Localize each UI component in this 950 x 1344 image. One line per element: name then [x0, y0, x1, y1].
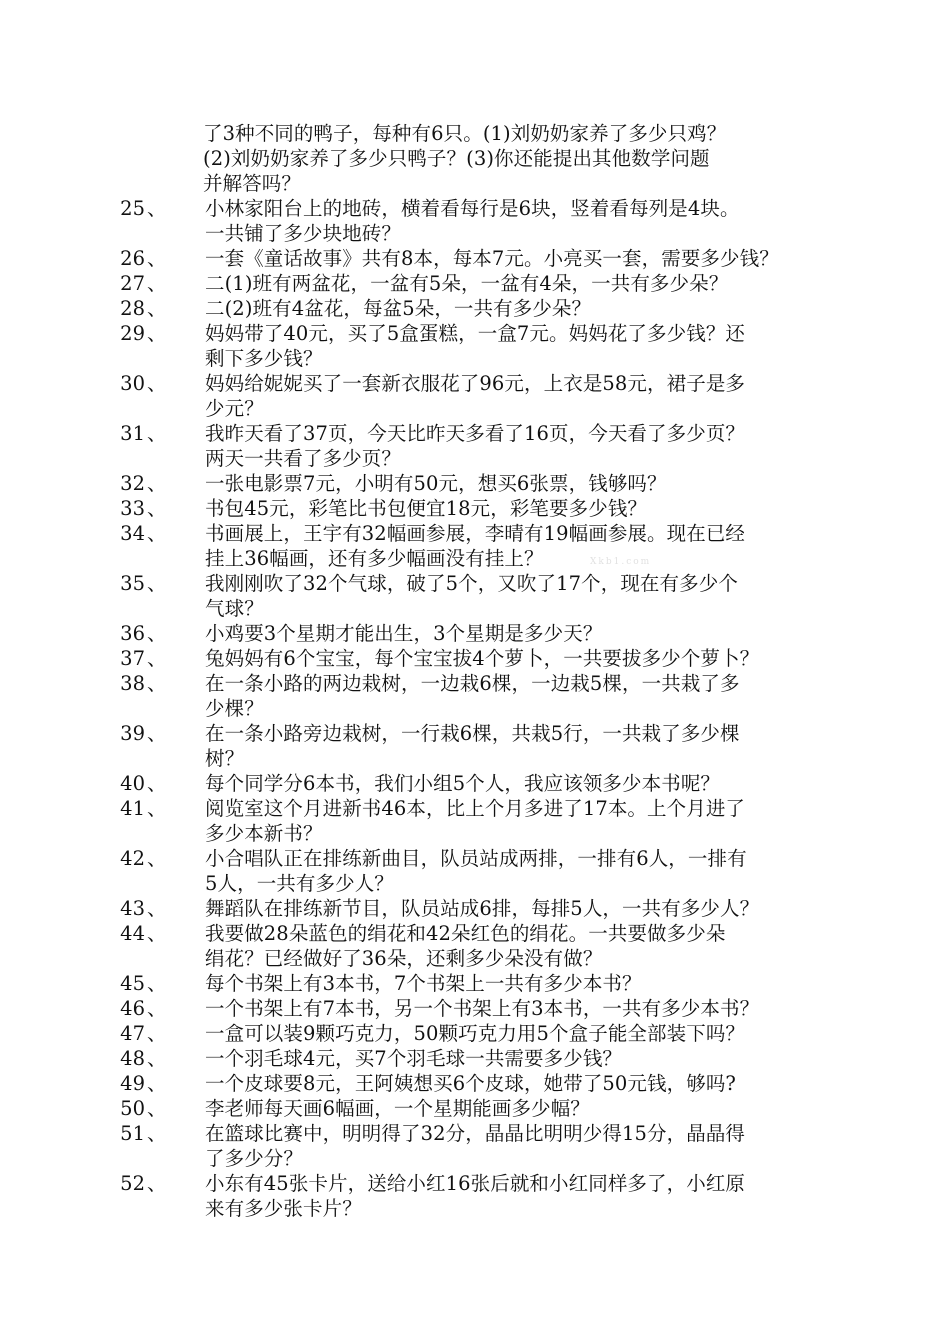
problem-number: 36 [120, 622, 145, 645]
problem-item [0, 496, 950, 521]
problem-number: 33 [120, 497, 145, 520]
problem-number: 49 [120, 1072, 145, 1095]
problem-text: 妈妈带了40元，买了5盒蛋糕，一盒7元。妈妈花了多少钱？还 剩下多少钱？ [205, 322, 746, 370]
problem-item [0, 371, 950, 421]
problem-number-mark: 、 [147, 922, 167, 945]
problem-number: 29 [120, 322, 145, 345]
problem-item [0, 771, 950, 796]
problem-item [0, 796, 950, 846]
problem-list [0, 121, 950, 1221]
problem-number-mark: 、 [147, 672, 167, 695]
problem-number-mark: 、 [147, 622, 167, 645]
problem-number-mark: 、 [147, 322, 167, 345]
problem-number-mark: 、 [147, 572, 167, 595]
problem-number: 32 [120, 472, 145, 495]
problem-text: 一个皮球要8元，王阿姨想买6个皮球，她带了50元钱，够吗? [205, 1072, 736, 1095]
problem-text: 我昨天看了37页，今天比昨天多看了16页，今天看了多少页？ 两天一共看了多少页？ [205, 422, 746, 470]
problem-item [0, 246, 950, 271]
problem-number-mark: 、 [147, 272, 167, 295]
problem-item [0, 1121, 950, 1171]
continuation-paragraph: 了3种不同的鸭子，每种有6只。(1)刘奶奶家养了多少只鸡？ (2)刘奶奶家养了多少只鸭子？(3)你还能提出其他数学问题 并解答吗？ [203, 122, 727, 195]
problem-text: 在篮球比赛中，明明得了32分，晶晶比明明少得15分，晶晶得 了多少分？ [205, 1122, 746, 1170]
problem-text: 阅览室这个月进新书46本，比上个月多进了17本。上个月进了 多少本新书？ [205, 797, 746, 845]
problem-item [0, 896, 950, 921]
problem-number-mark: 、 [147, 297, 167, 320]
problem-number-mark: 、 [147, 247, 167, 270]
problem-number-mark: 、 [147, 522, 167, 545]
problem-text: 我刚刚吹了32个气球，破了5个，又吹了17个，现在有多少个 气球？ [205, 572, 738, 620]
problem-item [0, 621, 950, 646]
problem-text: 二(1)班有两盆花，一盆有5朵，一盆有4朵，一共有多少朵？ [205, 272, 729, 295]
problem-text: 小鸡要3个星期才能出生，3个星期是多少天？ [205, 622, 603, 645]
problem-item [0, 921, 950, 971]
problem-number-mark: 、 [147, 772, 167, 795]
problem-item [0, 321, 950, 371]
problem-number-mark: 、 [147, 722, 167, 745]
problem-item [0, 421, 950, 471]
problem-text: 一套《童话故事》共有8本，每本7元。小亮买一套，需要多少钱？ [205, 247, 779, 270]
problem-item [0, 196, 950, 246]
problem-text: 小林家阳台上的地砖，横着看每行是6块，竖着看每列是4块。 一共铺了多少块地砖？ [205, 197, 740, 245]
problem-item [0, 1046, 950, 1071]
problem-number: 30 [120, 372, 145, 395]
problem-number-mark: 、 [147, 972, 167, 995]
problem-number-mark: 、 [147, 472, 167, 495]
problem-number: 40 [120, 772, 145, 795]
problem-text: 每个同学分6本书，我们小组5个人，我应该领多少本书呢？ [205, 772, 721, 795]
problem-item [0, 846, 950, 896]
problem-item [0, 1021, 950, 1046]
problem-number: 38 [120, 672, 145, 695]
problem-number-mark: 、 [147, 1122, 167, 1145]
problem-number-mark: 、 [147, 897, 167, 920]
problem-text: 妈妈给妮妮买了一套新衣服花了96元，上衣是58元，裙子是多 少元？ [205, 372, 746, 420]
problem-item [0, 471, 950, 496]
problem-item [0, 521, 950, 571]
problem-number: 52 [120, 1172, 145, 1195]
problem-text: 小合唱队正在排练新曲目，队员站成两排，一排有6人，一排有 5人，一共有多少人？ [205, 847, 747, 895]
problem-number: 47 [120, 1022, 145, 1045]
problem-number-mark: 、 [147, 847, 167, 870]
problem-text: 在一条小路旁边栽树，一行栽6棵，共栽5行，一共栽了多少棵 树？ [205, 722, 740, 770]
problem-text: 在一条小路的两边栽树，一边栽6棵，一边栽5棵，一共栽了多 少棵？ [205, 672, 740, 720]
problem-number: 42 [120, 847, 145, 870]
problem-number: 44 [120, 922, 145, 945]
problem-number-mark: 、 [147, 797, 167, 820]
problem-text: 我要做28朵蓝色的绢花和42朵红色的绢花。一共要做多少朵 绢花？已经做好了36朵，还剩多少朵没有做？ [205, 922, 726, 970]
problem-number-mark: 、 [147, 197, 167, 220]
problem-number: 37 [120, 647, 145, 670]
problem-number: 46 [120, 997, 145, 1020]
problem-number-mark: 、 [147, 1022, 167, 1045]
problem-number: 50 [120, 1097, 145, 1120]
problem-number-mark: 、 [147, 1047, 167, 1070]
problem-number-mark: 、 [147, 1172, 167, 1195]
problem-number: 48 [120, 1047, 145, 1070]
problem-item [0, 296, 950, 321]
problem-text: 二(2)班有4盆花，每盆5朵，一共有多少朵？ [205, 297, 592, 320]
problem-text: 李老师每天画6幅画，一个星期能画多少幅？ [205, 1097, 590, 1120]
problem-number-mark: 、 [147, 647, 167, 670]
problem-item [0, 271, 950, 296]
problem-number: 39 [120, 722, 145, 745]
problem-item [0, 671, 950, 721]
problem-number-mark: 、 [147, 997, 167, 1020]
problem-number: 31 [120, 422, 145, 445]
problem-number: 26 [120, 247, 145, 270]
problem-number: 35 [120, 572, 145, 595]
problem-number-mark: 、 [147, 422, 167, 445]
problem-item [0, 721, 950, 771]
problem-text: 一个书架上有7本书，另一个书架上有3本书，一共有多少本书？ [205, 997, 760, 1020]
problem-number-mark: 、 [147, 372, 167, 395]
problem-item [0, 646, 950, 671]
problem-number: 45 [120, 972, 145, 995]
problem-text: 一盒可以装9颗巧克力，50颗巧克力用5个盒子能全部装下吗？ [205, 1022, 746, 1045]
problem-number: 51 [120, 1122, 145, 1145]
problem-number: 41 [120, 797, 145, 820]
continuation-text [0, 121, 950, 196]
problem-item [0, 1171, 950, 1221]
problem-text: 每个书架上有3本书，7个书架上一共有多少本书？ [205, 972, 642, 995]
problem-text: 书包45元，彩笔比书包便宜18元，彩笔要多少钱？ [205, 497, 648, 520]
problem-number-mark: 、 [147, 1072, 167, 1095]
problem-number: 43 [120, 897, 145, 920]
problem-item [0, 971, 950, 996]
problem-item [0, 996, 950, 1021]
problem-number: 27 [120, 272, 145, 295]
problem-text: 舞蹈队在排练新节目，队员站成6排，每排5人，一共有多少人？ [205, 897, 760, 920]
problem-item [0, 1096, 950, 1121]
problem-text: 一个羽毛球4元，买7个羽毛球一共需要多少钱？ [205, 1047, 623, 1070]
problem-text: 书画展上，王宇有32幅画参展，李晴有19幅画参展。现在已经 挂上36幅画，还有多少幅画没有挂上？ [205, 522, 746, 570]
problem-number: 28 [120, 297, 145, 320]
problem-item [0, 1071, 950, 1096]
problem-number-mark: 、 [147, 497, 167, 520]
problem-text: 小东有45张卡片，送给小红16张后就和小红同样多了，小红原 来有多少张卡片？ [205, 1172, 746, 1220]
problem-text: 兔妈妈有6个宝宝，每个宝宝拔4个萝卜，一共要拔多少个萝卜？ [205, 647, 760, 670]
problem-number-mark: 、 [147, 1097, 167, 1120]
watermark: Xkb1.com [590, 557, 652, 567]
problem-text: 一张电影票7元，小明有50元，想买6张票，钱够吗？ [205, 472, 667, 495]
problem-number: 34 [120, 522, 145, 545]
problem-number: 25 [120, 197, 145, 220]
problem-item [0, 571, 950, 621]
